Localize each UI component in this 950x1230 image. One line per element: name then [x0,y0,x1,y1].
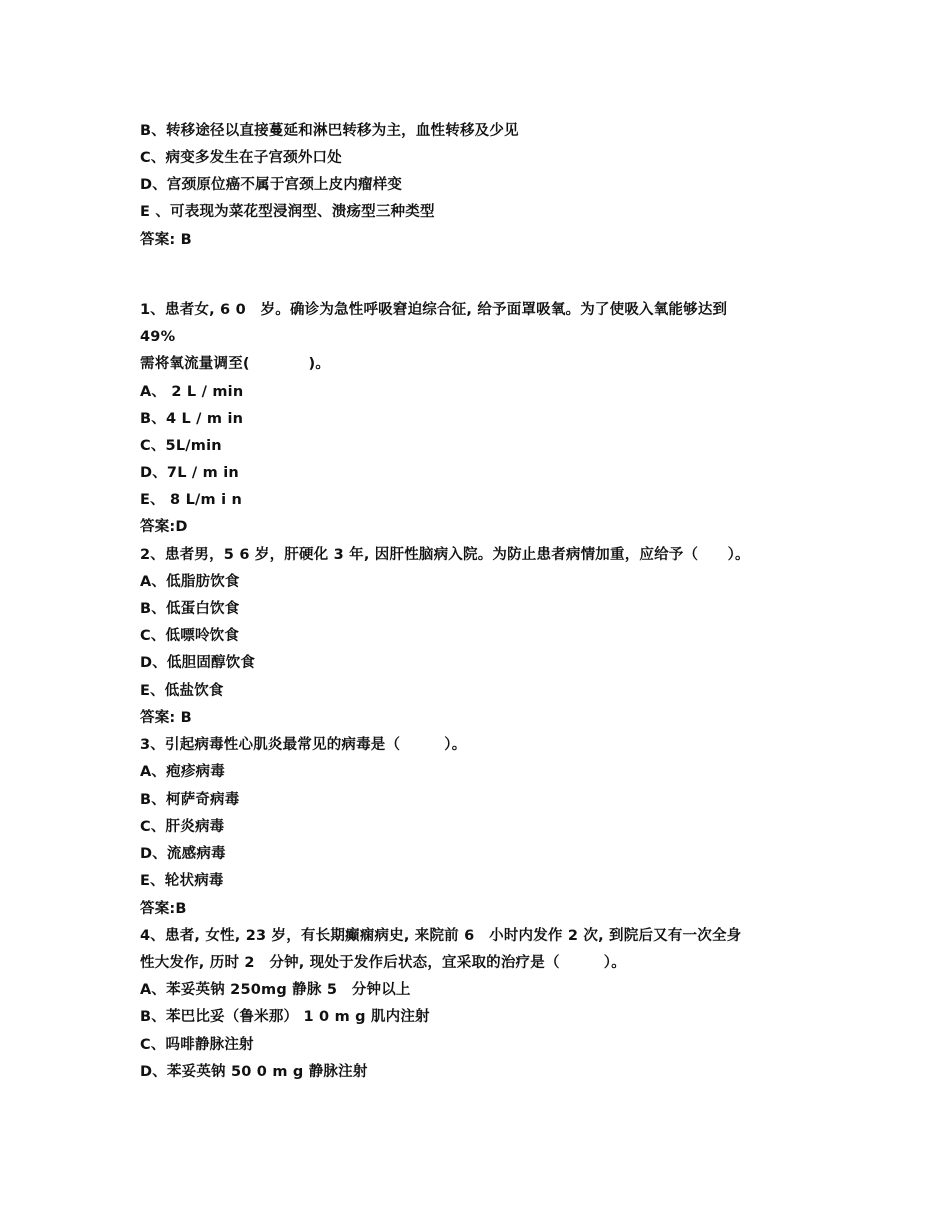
option-line: A、低脂肪饮食 [140,574,240,590]
option-line: E、轮状病毒 [140,873,224,889]
question-text: 3、引起病毒性心肌炎最常见的病毒是（ ）。 [140,737,467,753]
option-line: B、转移途径以直接蔓延和淋巴转移为主，血性转移及少见 [140,123,519,139]
option-line: C、低嘌呤饮食 [140,628,240,644]
option-line: E、 8 L/m i n [140,492,243,508]
option-line: D、7L / m in [140,465,239,481]
question-text: 49% [140,329,176,345]
option-line: C、吗啡静脉注射 [140,1037,254,1053]
option-line: B、柯萨奇病毒 [140,792,240,808]
question-text: 性大发作, 历时 2 分钟, 现处于发作后状态，宜采取的治疗是（ ）。 [140,955,626,971]
option-line: D、低胆固醇饮食 [140,655,256,671]
option-line: D、苯妥英钠 50 0 m g 静脉注射 [140,1064,368,1080]
answer-line: 答案:B [140,901,187,917]
option-line: B、4 L / m in [140,411,244,427]
option-line: D、流感病毒 [140,846,226,862]
option-line: C、病变多发生在子宫颈外口处 [140,150,342,166]
question-text: 4、患者, 女性, 23 岁，有长期癫痫病史, 来院前 6 小时内发作 2 次, 到院后又有一次全身 [140,928,742,944]
option-line: A、 2 L / min [140,384,244,400]
option-line: E 、可表现为菜花型浸润型、溃疡型三种类型 [140,204,435,220]
answer-line: 答案: B [140,232,192,248]
question-text: 1、患者女, 6 0 岁。确诊为急性呼吸窘迫综合征, 给予面罩吸氧。为了使吸入氧能够达到 [140,302,728,318]
answer-line: 答案:D [140,519,188,535]
question-text: 需将氧流量调至( )。 [140,356,331,372]
option-line: C、肝炎病毒 [140,819,225,835]
option-line: A、疱疹病毒 [140,764,225,780]
question-text: 2、患者男，5 6 岁，肝硬化 3 年, 因肝性脑病入院。为防止患者病情加重，应给予（ ）。 [140,547,750,563]
answer-line: 答案: B [140,710,192,726]
option-line: A、苯妥英钠 250mg 静脉 5 分钟以上 [140,982,411,998]
option-line: C、5L/min [140,438,222,454]
option-line: B、苯巴比妥（鲁米那） 1 0 m g 肌内注射 [140,1009,430,1025]
option-line: D、宫颈原位癌不属于宫颈上皮内瘤样变 [140,177,403,193]
option-line: B、低蛋白饮食 [140,601,240,617]
option-line: E、低盐饮食 [140,683,224,699]
